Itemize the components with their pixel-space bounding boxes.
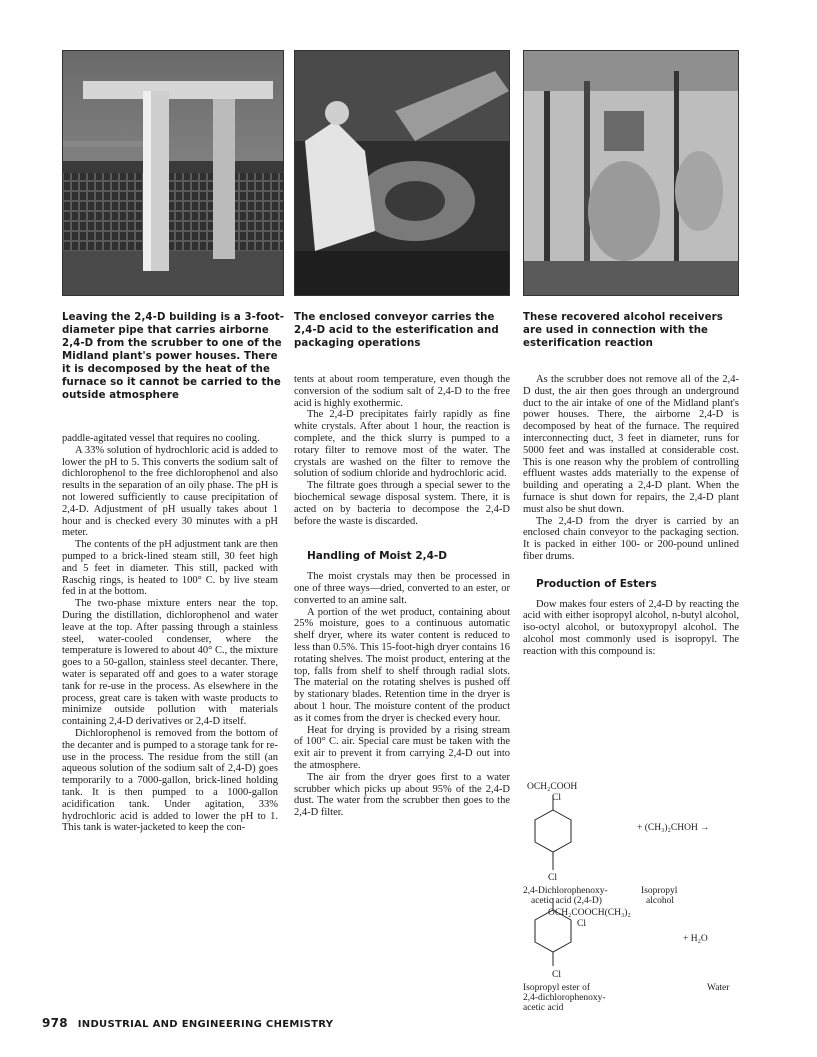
journal-title: INDUSTRIAL AND ENGINEERING CHEMISTRY: [77, 1019, 334, 1030]
compound-name: Water: [707, 983, 730, 993]
chlorine-label: Cl: [552, 793, 561, 803]
caption-middle: The enclosed conveyor carries the 2,4-D acid to the esterification and packaging operations: [294, 312, 499, 349]
column-2: [294, 374, 510, 819]
compound-name: acetic acid (2,4-D): [531, 896, 602, 906]
paragraph: The filtrate goes through a special sewer to the biochemical sewage disposal system. There, it is acted on by bacteria to decompose the 2,4-D before the waste is discarded.: [294, 480, 510, 527]
compound-name: alcohol: [646, 896, 674, 906]
compound-name: acetic acid: [523, 1003, 564, 1013]
compound-name: 2,4-dichlorophenoxy-: [523, 993, 606, 1003]
paragraph: Dow makes four esters of 2,4-D by reacting the acid with either isopropyl alcohol, n-butyl alcohol, iso-octyl alcohol, or butoxypropyl alcohol. The alcohol most commonly used is isopropyl. The reaction with this compound is:: [523, 598, 739, 657]
column-3: [523, 374, 739, 658]
caption-left: Leaving the 2,4-D building is a 3-foot-diameter pipe that carries airborne 2,4-D from the scrubber to one of the Midland plant's power houses. There it is decomposed by the heat of the furnace so it cannot be carried to the outside atmosphere: [62, 312, 285, 401]
page-number: 978: [42, 1016, 68, 1030]
paragraph: The two-phase mixture enters near the top. During the distillation, dichlorophenol and water leave at the top. After passing through a stainless steel, water-cooled condenser, where the temperature is lowered to about 40° C., the mixture goes to a 50-gallon, stainless steel decanter. There, water is separated off and goes to a water storage tank for re-use in the process. As elsewhere in the process, great care is taken with waste products to minimize outside pollution with materials containing 2,4-D derivatives or 2,4-D itself.: [62, 598, 278, 728]
caption-right: These recovered alcohol receivers are used in connection with the esterification reaction: [523, 312, 723, 349]
paragraph: The air from the dryer goes first to a water scrubber which picks up about 95% of the 2,4-D dust. The water from the scrubber then goes to the 2,4-D filter.: [294, 771, 510, 819]
paragraph: The 2,4-D precipitates fairly rapidly as fine white crystals. After about 1 hour, the reaction is complete, and the thick slurry is pumped to a rotary filter to remove most of the water. The crystals are washed on the filter to remove the solution of sodium chloride and hydrochloric acid.: [294, 409, 510, 480]
compound-name: Isopropyl: [641, 886, 678, 896]
chlorine-label: Cl: [548, 873, 557, 883]
paragraph: A 33% solution of hydrochloric acid is added to lower the pH to 5. This converts the sodium salt of dichlorophenol to the free dichlorophenol and also results in the separation of an oily phase. The pH is not lowered sufficiently to cause precipitation of 2,4-D. Adjustment of pH usually takes about 1 hour and is checked every 30 minutes with a pH meter.: [62, 444, 278, 539]
paragraph: The 2,4-D from the dryer is carried by an enclosed chain conveyor to the packaging section. It is packed in either 100- or 200-pound unlined fiber drums.: [523, 515, 739, 562]
paragraph: As the scrubber does not remove all of the 2,4-D dust, the air then goes through an underground duct to the air intake of one of the Midland plant's power houses. There, the airborne 2,4-D is decomposed by heat of the furnace. The required interconnecting duct, 3 feet in diameter, runs for 5000 feet and was installed at considerable cost. This is one reason why the problem of controlling effluent wastes adds materially to the expense of building and operating a 2,4-D plant. When the furnace is shut down for repairs, the 2,4-D plant must also be shut down.: [523, 374, 739, 515]
paragraph: The contents of the pH adjustment tank are then pumped to a brick-lined steam still, 30 feet high and 5 feet in diameter. This still, packed with Raschig rings, is heated to 100° C. by live steam fed in at the bottom.: [62, 539, 278, 598]
paragraph: The moist crystals may then be processed in one of three ways—dried, converted to an ester, or converted to an amine salt.: [294, 571, 510, 606]
photo-conveyor: [294, 50, 510, 296]
compound-name: Isopropyl ester of: [523, 983, 591, 993]
product-group: OCH₂COOCH(CH₃)₂: [548, 908, 631, 918]
benzene-ring-icons: [523, 790, 583, 980]
photo-pipe: [62, 50, 284, 296]
paragraph: A portion of the wet product, containing about 25% moisture, goes to a continuous automatic shelf dryer, where its water content is reduced to less than 0.5%. This 15-foot-high dryer contains 16 rotating shelves. The moist product, entering at the top, falls from shelf to shelf through radial slots. The material on the rotating shelves is pushed off by stationary blades. Retention time in the dryer is about 1 hour. The moisture content of the product as it comes from the dryer is checked every hour.: [294, 606, 510, 724]
reaction-plus: + (CH₃)₂CHOH →: [637, 823, 710, 833]
chlorine-label: Cl: [552, 970, 561, 980]
paragraph: Dichlorophenol is removed from the bottom of the decanter and is pumped to a storage tank for re-use in the process. The residue from the still (an aqueous solution of the sodium salt of 2,4-D) goes temporarily to a 7000-gallon, brick-lined holding tank. It is then pumped to a 1000-gallon acidification tank. Under agitation, 33% hydrochloric acid is added to lower the pH to 1. This tank is water-jacketed to keep the con-: [62, 727, 278, 834]
compound-name: 2,4-Dichlorophenoxy-: [523, 886, 608, 896]
section-heading: Handling of Moist 2,4-D: [307, 550, 448, 563]
photo-receivers: [523, 50, 739, 296]
paragraph: Heat for drying is provided by a rising stream of 100° C. air. Special care must be taken with the exit air to prevent it from carrying 2,4-D out into the atmosphere.: [294, 724, 510, 771]
chlorine-label: Cl: [577, 919, 586, 929]
paragraph: tents at about room temperature, even though the conversion of the sodium salt of 2,4-D to the free acid is highly exothermic.: [294, 374, 510, 409]
paragraph: paddle-agitated vessel that requires no cooling.: [62, 433, 260, 444]
column-1: [62, 433, 278, 834]
page-footer: [42, 1016, 333, 1030]
reactant-group: OCH₂COOH: [527, 782, 578, 792]
water-term: + H₂O: [683, 934, 708, 944]
section-heading: Production of Esters: [536, 577, 657, 590]
